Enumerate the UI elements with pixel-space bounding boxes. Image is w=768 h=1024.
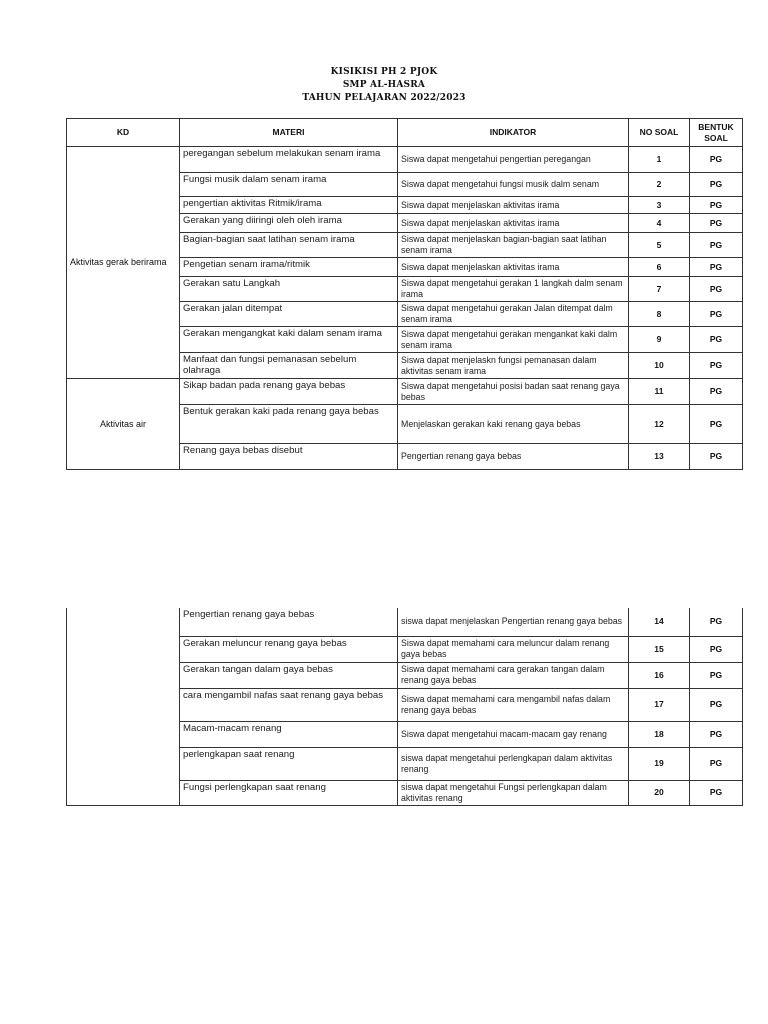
materi-cell: Pengetian senam irama/ritmik [180, 258, 398, 277]
indikator-cell: Siswa dapat mengetahui posisi badan saat renang gaya bebas [398, 379, 629, 405]
table-header-row [67, 119, 743, 147]
indikator-cell: Siswa dapat mengetahui gerakan mengankat kaki dalm senam irama [398, 327, 629, 353]
materi-cell: Macam-macam renang [180, 721, 398, 747]
materi-cell: Gerakan meluncur renang gaya bebas [180, 636, 398, 662]
materi-cell: Bentuk gerakan kaki pada renang gaya bebas [180, 405, 398, 444]
no-soal-cell: 7 [629, 277, 690, 302]
materi-cell: Gerakan mengangkat kaki dalam senam irama [180, 327, 398, 353]
no-soal-cell: 18 [629, 721, 690, 747]
bentuk-soal-cell: PG [690, 688, 743, 721]
bentuk-soal-cell: PG [690, 662, 743, 688]
bentuk-soal-cell: PG [690, 780, 743, 805]
no-soal-cell: 16 [629, 662, 690, 688]
no-soal-cell: 14 [629, 608, 690, 636]
kisi-kisi-table-page-1 [66, 118, 743, 470]
bentuk-soal-cell: PG [690, 173, 743, 197]
kd-cell-continued [67, 608, 180, 805]
materi-cell: Gerakan tangan dalam gaya bebas [180, 662, 398, 688]
document-header [0, 66, 768, 105]
bentuk-soal-cell: PG [690, 353, 743, 379]
header-indikator: INDIKATOR [398, 119, 629, 147]
indikator-cell: Siswa dapat memahami cara gerakan tangan dalam renang gaya bebas [398, 662, 629, 688]
header-no-soal: NO SOAL [629, 119, 690, 147]
indikator-cell: Siswa dapat mengetahui pengertian peregangan [398, 147, 629, 173]
kd-cell-aktivitas-gerak-berirama: Aktivitas gerak berirama [67, 147, 180, 379]
bentuk-soal-cell: PG [690, 327, 743, 353]
indikator-cell: Siswa dapat mengetahui gerakan Jalan ditempat dalm senam irama [398, 302, 629, 327]
bentuk-soal-cell: PG [690, 214, 743, 233]
materi-cell: Fungsi perlengkapan saat renang [180, 780, 398, 805]
school-name: SMP AL-HASRA [342, 80, 426, 90]
materi-cell: Manfaat dan fungsi pemanasan sebelum olahraga [180, 353, 398, 379]
materi-cell: peregangan sebelum melakukan senam irama [180, 147, 398, 173]
no-soal-cell: 15 [629, 636, 690, 662]
bentuk-soal-cell: PG [690, 197, 743, 214]
materi-cell: pengertian aktivitas Ritmik/irama [180, 197, 398, 214]
no-soal-cell: 13 [629, 444, 690, 470]
academic-year: TAHUN PELAJARAN 2022/2023 [302, 93, 466, 103]
no-soal-cell: 19 [629, 747, 690, 780]
bentuk-soal-cell: PG [690, 302, 743, 327]
kd-cell-aktivitas-air: Aktivitas air [67, 379, 180, 470]
no-soal-cell: 8 [629, 302, 690, 327]
indikator-cell: Siswa dapat memahami cara mengambil nafas dalam renang gaya bebas [398, 688, 629, 721]
bentuk-soal-cell: PG [690, 258, 743, 277]
indikator-cell: siswa dapat mengetahui Fungsi perlengkapan dalam aktivitas renang [398, 780, 629, 805]
indikator-cell: Siswa dapat mengetahui gerakan 1 langkah dalm senam irama [398, 277, 629, 302]
indikator-cell: siswa dapat menjelaskan Pengertian renang gaya bebas [398, 608, 629, 636]
bentuk-soal-cell: PG [690, 277, 743, 302]
no-soal-cell: 6 [629, 258, 690, 277]
materi-cell: Sikap badan pada renang gaya bebas [180, 379, 398, 405]
kisi-kisi-table-page-2 [66, 608, 743, 806]
no-soal-cell: 5 [629, 233, 690, 258]
materi-cell: Gerakan jalan ditempat [180, 302, 398, 327]
indikator-cell: Siswa dapat menjelaskan aktivitas irama [398, 258, 629, 277]
bentuk-soal-cell: PG [690, 721, 743, 747]
no-soal-cell: 9 [629, 327, 690, 353]
bentuk-soal-cell: PG [690, 147, 743, 173]
indikator-cell: Siswa dapat mengetahui macam-macam gay renang [398, 721, 629, 747]
table-row [67, 379, 743, 405]
no-soal-cell: 10 [629, 353, 690, 379]
no-soal-cell: 1 [629, 147, 690, 173]
bentuk-soal-cell: PG [690, 747, 743, 780]
bentuk-soal-cell: PG [690, 636, 743, 662]
header-bentuk-soal: BENTUK SOAL [690, 119, 743, 147]
no-soal-cell: 3 [629, 197, 690, 214]
no-soal-cell: 17 [629, 688, 690, 721]
table-row [67, 608, 743, 636]
indikator-cell: Siswa dapat menjelaskan aktivitas irama [398, 214, 629, 233]
indikator-cell: Menjelaskan gerakan kaki renang gaya bebas [398, 405, 629, 444]
indikator-cell: Siswa dapat memahami cara meluncur dalam renang gaya bebas [398, 636, 629, 662]
document-title: KISIKISI PH 2 PJOK [330, 67, 438, 77]
materi-cell: Gerakan satu Langkah [180, 277, 398, 302]
bentuk-soal-cell: PG [690, 405, 743, 444]
no-soal-cell: 12 [629, 405, 690, 444]
materi-cell: Fungsi musik dalam senam irama [180, 173, 398, 197]
table-row [67, 147, 743, 173]
header-materi: MATERI [180, 119, 398, 147]
no-soal-cell: 20 [629, 780, 690, 805]
indikator-cell: Siswa dapat menjelaskan bagian-bagian saat latihan senam irama [398, 233, 629, 258]
bentuk-soal-cell: PG [690, 233, 743, 258]
header-kd: KD [67, 119, 180, 147]
no-soal-cell: 11 [629, 379, 690, 405]
no-soal-cell: 2 [629, 173, 690, 197]
indikator-cell: Siswa dapat mengetahui fungsi musik dalm senam [398, 173, 629, 197]
bentuk-soal-cell: PG [690, 379, 743, 405]
indikator-cell: siswa dapat mengetahui perlengkapan dalam aktivitas renang [398, 747, 629, 780]
materi-cell: Pengertian renang gaya bebas [180, 608, 398, 636]
indikator-cell: Siswa dapat menjelaskan aktivitas irama [398, 197, 629, 214]
materi-cell: Renang gaya bebas disebut [180, 444, 398, 470]
indikator-cell: Pengertian renang gaya bebas [398, 444, 629, 470]
materi-cell: Gerakan yang diiringi oleh oleh irama [180, 214, 398, 233]
no-soal-cell: 4 [629, 214, 690, 233]
indikator-cell: Siswa dapat menjelaskn fungsi pemanasan dalam aktivitas senam irama [398, 353, 629, 379]
materi-cell: cara mengambil nafas saat renang gaya bebas [180, 688, 398, 721]
materi-cell: perlengkapan saat renang [180, 747, 398, 780]
bentuk-soal-cell: PG [690, 444, 743, 470]
bentuk-soal-cell: PG [690, 608, 743, 636]
materi-cell: Bagian-bagian saat latihan senam irama [180, 233, 398, 258]
